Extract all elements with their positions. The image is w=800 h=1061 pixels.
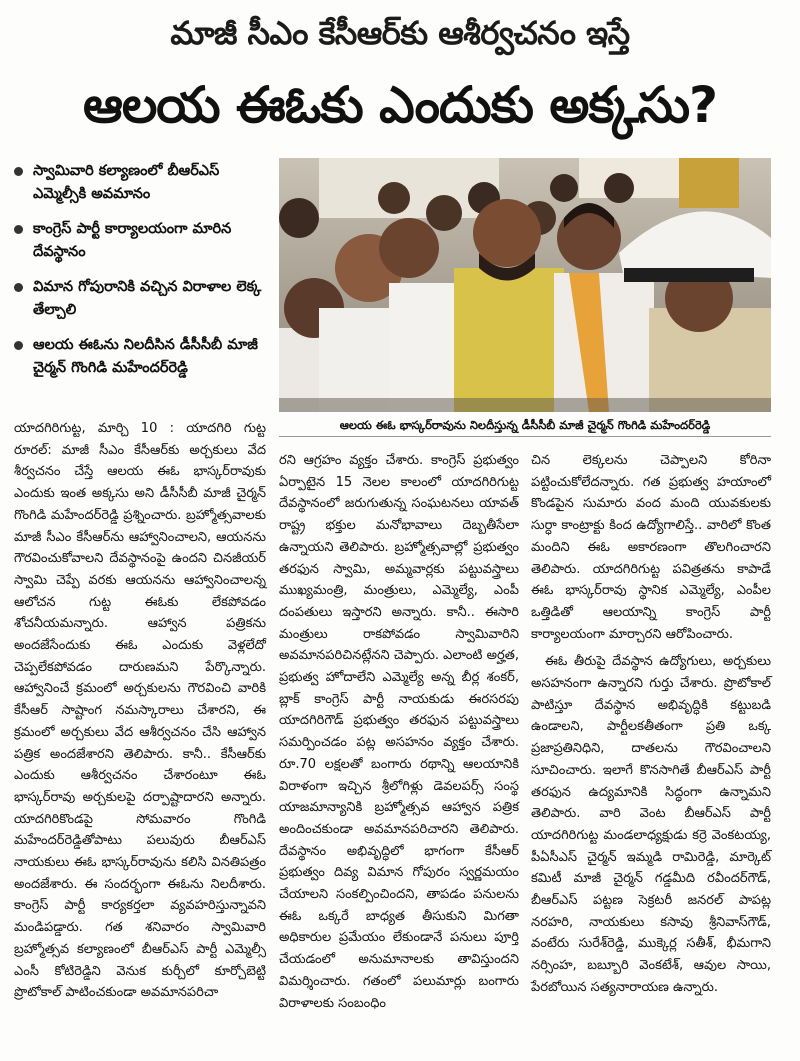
bullet-icon (14, 341, 23, 350)
highlight-text: ఆలయ ఈఓను నిలదీసిన డీసీసీబీ మాజీ చైర్మన్ గొంగిడి మహేందర్‌రెడ్డి (33, 337, 258, 376)
bullet-icon (14, 283, 23, 292)
bullet-icon (14, 167, 23, 176)
article-paragraph: చిన లెక్కలను చెప్పాలని కోరినా పట్టించుకోలేదన్నారు. గత ప్రభుత్వ హయాంలో కొండపైన సుమారు వంద మంది యువకులకు సుర్ధా కాంట్రాక్టు కింద ఉద్యోగాలిస్తే.. వారిలో కొంత మందిని ఈఓ అకారణంగా తొలగించారని తెలిపారు. యాదగిరిగుట్ట పవిత్రతను కాపాడే ఈఓ భాస్కర్‌రావు స్థానిక ఎమ్మెల్యే, ఎంపీల ఒత్తిడితో ఆలయాన్ని కాంగ్రెస్ పార్టీ కార్యాలయంగా మార్చారని ఆరోపించారు. (531, 453, 771, 642)
bullet-icon (14, 225, 23, 234)
highlight-item (14, 276, 266, 322)
crowd-photo-illustration (279, 158, 771, 412)
highlight-item (14, 218, 266, 264)
article-column-2 (279, 450, 519, 1014)
headline-title: ఆలయ ఈఓకు ఎందుకు అక్కసు? (82, 76, 718, 134)
article-column-3 (531, 450, 771, 999)
highlights-list (14, 160, 266, 392)
headline-subtitle: మాజీ సీఎం కేసీఆర్‌కు ఆశీర్వచనం ఇస్తే (170, 14, 630, 52)
article-paragraph: రని ఆగ్రహం వ్యక్తం చేశారు. కాంగ్రెస్ ప్రభుత్వం ఏర్పాటైన 15 నెలల కాలంలో యాదగిరిగుట్ట దేవస్థానంలో జరుగుతున్న సంఘటనలు యావత్ రాష్ట్ర భక్తుల మనోభావాలు దెబ్బతీసేలా ఉన్నాయని తెలిపారు. బ్రహ్మోత్సవాల్లో ప్రభుత్వం తరఫున స్వామి, అమ్మవార్లకు పట్టువస్త్రాలు ముఖ్యమంత్రి, మంత్రులు, ఎమ్మెల్యే, ఎంపీ దంపతులు ఇస్తారని అన్నారు. కానీ.. ఈసారి మంత్రులు రాకపోవడం స్వామివారిని అవమానపరిచినట్లేనని చెప్పారు. ఎలాంటి అర్హత, ప్రభుత్వ హోదాలేని ఎమ్మెల్యే అన్న బీర్ల శంకర్, బ్లాక్ కాంగ్రెస్ పార్టీ నాయకుడు ఈరసరపు యాదగిరిగౌడ్ ప్రభుత్వం తరఫున పట్టువస్త్రాలు సమర్పించడం పట్ల అసహనం వ్యక్తం చేశారు. రూ.70 లక్షలతో బంగారు రథాన్ని ఆలయానికి విరాళంగా ఇచ్చిన శ్రీలోగిళ్లు డెవలపర్స్ సంస్థ యాజమాన్యానికి బ్రహ్మోత్సవ ఆహ్వాన పత్రిక అందించకుండా అవమానపరిచారని తెలిపారు. దేవస్థానం అభివృద్ధిలో భాగంగా కేసీఆర్ ప్రభుత్వం దివ్య విమాన గోపురం స్వర్ణమయం చేయాలని సంకల్పించిందని, తాపడం పనులను ఈఓ ఒక్కరే బాధ్యత తీసుకుని మిగతా అధికారుల ప్రమేయం లేకుండానే పనులు పూర్తి చేయడంలో అనుమానాలకు తావిస్తుందని విమర్శించారు. గతంలో పలుమార్లు బంగారు విరాళాలకు సంబంధిం (279, 453, 519, 1011)
article-paragraph: యాదగిరిగుట్ట, మార్చి 10 : యాదగిరి గుట్ట రూరల్‌: మాజీ సీఎం కేసీఆర్‌కు అర్చకులు వేద శీర్వచనం చేస్తే ఆలయ ఈఓ భాస్కర్‌రావుకు ఎందుకు ఇంత అక్కసు అని డీసీసీబీ మాజీ చైర్మన్ గొంగిడి మహేందర్‌రెడ్డి ప్రశ్నించారు. బ్రహ్మోత్సవాలకు మాజీ సీఎం కేసీఆర్‌ను ఆహ్వానించాలని, ఆయనను గౌరవించుకోవాలని దేవస్థానంపై ఉందని చినజీయర్ స్వామి చెప్పే వరకు ఆయనను ఆహ్వానించాలన్న ఆలోచన గుట్ట ఈఓకు లేకపోవడం శోచనీయమన్నారు. ఆహ్వాన పత్రికను అందజేసేందుకు ఈఓ ఎందుకు వెళ్లలేదో చెప్పలేకపోవడం దారుణమని పేర్కొన్నారు. ఆహ్వానించే క్రమంలో అర్చకులను గౌరవించి వారికి కేసీఆర్ సాష్టాంగ నమస్కారాలు చేశారని, ఈ క్రమంలో అర్చకులు వేద ఆశీర్వచనం చేసి ఆహ్వాన పత్రిక అందజేశారని తెలిపారు. కానీ.. కేసీఆర్‌కు ఎందుకు ఆశీర్వచనం చేశారంటూ ఈఓ భాస్కర్‌రావు అర్చకులపై దర్పాష్టాదారని అన్నారు. యాదగిరికొండపై సోమవారం గొంగిడి మహేందర్‌రెడ్డితోపాటు పలువురు బీఆర్‌ఎస్ నాయకులు ఈఓ భాస్కర్‌రావును కలిసి వినతిపత్రం అందజేశారు. ఈ సందర్భంగా ఈఓను నిలదీశారు. కాంగ్రెస్ పార్టీ కార్యకర్తలా వ్యవహరిస్తున్నావని మండిపడ్డారు. గత శనివారం స్వామివారి బ్రహ్మోత్సవ కల్యాణంలో బీఆర్‌ఎస్ పార్టీ ఎమ్మెల్సీ ఎంసీ కోటిరెడ్డిని వెనుక కుర్చీలో కూర్చోబెట్టి ప్రొటోకాల్ పాటించకుండా అవమానపరిచా (14, 421, 266, 1001)
highlight-text: కాంగ్రెస్ పార్టీ కార్యాలయంగా మారిన దేవస్థానం (33, 221, 232, 260)
article-column-1 (14, 418, 266, 1004)
news-photo (279, 158, 771, 412)
highlight-item (14, 160, 266, 206)
highlight-text: స్వామివారి కల్యాణంలో బీఆర్‌ఎస్ ఎమ్మెల్సీకి అవమానం (33, 163, 220, 202)
photo-caption: ఆలయ ఈఓ భాస్కర్‌రావును నిలదీస్తున్న డీసీసీబీ మాజీ చైర్మన్ గొంగిడి మహేందర్‌రెడ్డి (279, 414, 771, 437)
highlight-text: విమాన గోపురానికి వచ్చిన విరాళాల లెక్క తేల్చాలి (33, 279, 262, 318)
highlight-item (14, 334, 266, 380)
article-paragraph: ఈఓ తీరుపై దేవస్థాన ఉద్యోగులు, అర్చకులు అసహనంగా ఉన్నారని గుర్తు చేశారు. ప్రొటోకాల్ పాటిస్తూ దేవస్థాన అభివృద్ధికి కట్టుబడి ఉండాలని, పార్టీలకతీతంగా ప్రతి ఒక్క ప్రజాప్రతినిధిని, దాతలను గౌరవించాలని సూచించారు. ఇలాగే కొనసాగితే బీఆర్‌ఎస్ పార్టీ తరఫున ఉద్యమానికి సిద్ధంగా ఉన్నామని తెలిపారు. వారి వెంట బీఆర్‌ఎస్ పార్టీ యాదగిరిగుట్ట మండలాధ్యక్షుడు కర్రె వెంకటయ్య, పీఏసీఎస్ చైర్మన్ ఇమ్మడి రామిరెడ్డి, మార్కెట్ కమిటీ మాజీ చైర్మన్ గడ్డమీది రవీందర్‌గౌడ్, బీఆర్‌ఎస్ పట్టణ సెక్రటరీ జనరల్ పాపట్ల నరహరి, నాయకులు కసావు శ్రీనివాస్‌గౌడ్, వంటేరు సురేశ్‌రెడ్డి, ముక్కెర్ల సతీశ్, భీమగాని నర్సింహ, బబ్బూరి వెంకటేశ్, ఆవుల సాయి, పేరబోయిన సత్యనారాయణ ఉన్నారు. (531, 654, 771, 995)
